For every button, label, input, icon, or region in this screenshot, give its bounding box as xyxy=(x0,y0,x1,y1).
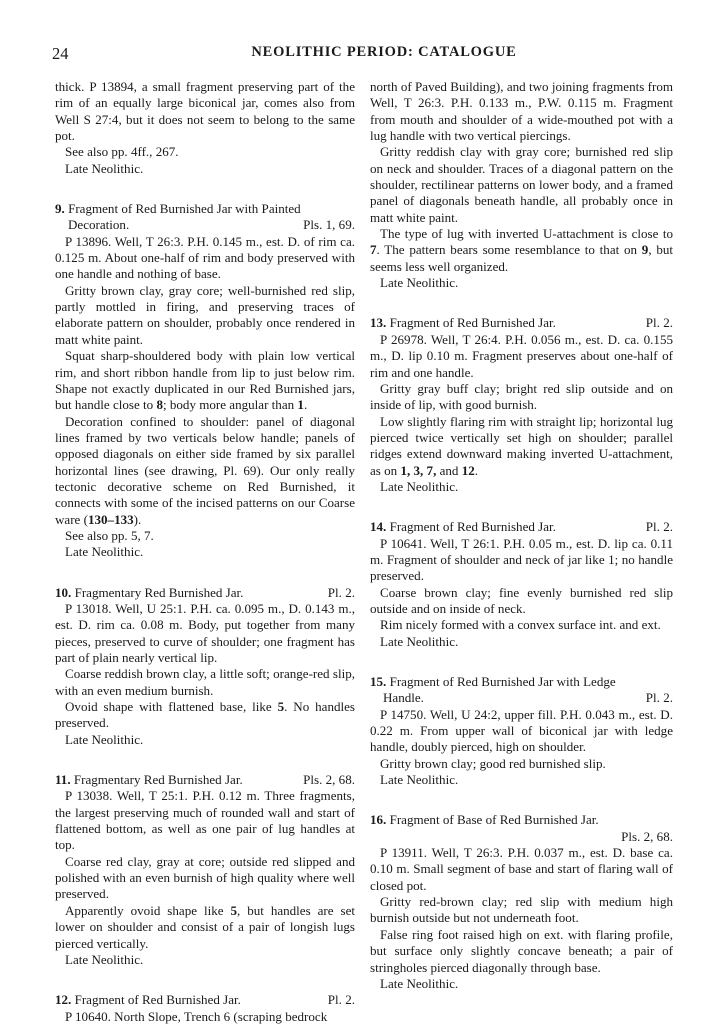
entry-title-text-cont: Decoration. xyxy=(68,217,130,233)
text-run: Low slightly flaring rim with straight lip; horizontal lug pierced twice vertically set high on shoulder; parallel ridges extend downward making inverted U-attachment, as on xyxy=(370,413,673,478)
paragraph: north of Paved Building), and two joining fragments from Well, T 26:3. P.H. 0.133 m., P.W. 0.115 m. Fragment from mouth and shoulder of a wide-mouthed pot with a lug handle with two vertical piercings. xyxy=(370,79,673,144)
paragraph: Gritty gray buff clay; bright red slip outside and on inside of lip, with good burnish. xyxy=(370,380,673,413)
entry-title-text: Fragment of Base of Red Burnished Jar. xyxy=(389,812,599,828)
catalogue-entry-9 xyxy=(55,201,355,561)
entry-title xyxy=(370,812,673,828)
text-run: The type of lug with inverted U-attachment is close to xyxy=(380,226,673,242)
entry-title-text-cont: Handle. xyxy=(383,690,424,706)
text-run: . No handles preserved. xyxy=(55,699,355,731)
entry-title xyxy=(55,201,355,217)
text-run: ; body more angular than xyxy=(162,397,298,413)
entry-number: 12. xyxy=(55,992,72,1008)
period-label: Late Neolithic. xyxy=(380,633,459,649)
period-label: Late Neolithic. xyxy=(65,160,144,176)
paragraph: P 13896. Well, T 26:3. P.H. 0.145 m., est. D. of rim ca. 0.125 m. About one-half of rim and body preserved with one handle and nothing of base. xyxy=(55,233,355,282)
period-label: Late Neolithic. xyxy=(380,975,459,991)
left-column xyxy=(55,79,355,1025)
paragraph: P 13018. Well, U 25:1. P.H. ca. 0.095 m., D. 0.143 m., est. D. rim ca. 0.08 m. Body, put together from many pieces, preserved to curve of shoulder; one fragment has part of plain nearly vertical lip. xyxy=(55,600,355,665)
entry-title-text: Fragment of Red Burnished Jar. xyxy=(389,315,556,331)
entry-title-text: Fragment of Red Burnished Jar with Ledge xyxy=(389,674,616,689)
text-run: ). xyxy=(133,511,142,527)
paragraph: P 14750. Well, U 24:2, upper fill. P.H. 0.043 m., est. D. 0.22 m. From upper wall of biconical jar with ledge handle, doubly pierced, high on shoulder. xyxy=(370,706,673,755)
period-label: Late Neolithic. xyxy=(380,772,459,788)
catalogue-entry-16 xyxy=(370,812,673,992)
entry-number: 10. xyxy=(55,584,72,600)
catalogue-entry-15 xyxy=(370,674,673,788)
entry-number: 9. xyxy=(55,201,65,217)
page-header xyxy=(52,44,676,66)
plate-reference: Pl. 2. xyxy=(645,690,673,706)
paragraph: Coarse red clay, gray at core; outside red slipped and polished with an even burnish of high quality where well preserved. xyxy=(55,853,355,902)
entry-title xyxy=(55,772,355,788)
text-run: . xyxy=(303,397,308,413)
paragraph: thick. P 13894, a small fragment preserving part of the rim of an equally large biconical jar, comes also from Well S 27:4, but it does not seem to belong to the same pot. xyxy=(55,79,355,144)
paragraph: Gritty brown clay; good red burnished slip. xyxy=(380,755,606,771)
paragraph xyxy=(55,699,355,732)
text-run: . xyxy=(474,462,479,478)
paragraph: Gritty brown clay, gray core; well-burnished red slip, partly mottled in firing, and preserving traces of elaborate pattern on shoulder, probably once rendered in matt white paint. xyxy=(55,282,355,347)
text-run: , but handles are set lower on shoulder and consist of a pair of longish lugs pierced vertically. xyxy=(55,902,355,951)
cross-reference: 9 xyxy=(641,242,649,258)
paragraph xyxy=(55,414,355,528)
page-number: 24 xyxy=(52,44,69,63)
paragraph: Coarse reddish brown clay, a little soft; orange-red slip, with an even medium burnish. xyxy=(55,666,355,698)
text-run: , but seems less well organized. xyxy=(370,242,673,274)
period-label: Late Neolithic. xyxy=(380,478,459,494)
paragraph xyxy=(55,348,355,413)
paragraph xyxy=(370,226,673,275)
entry-title-text: Fragment of Red Burnished Jar with Painted xyxy=(68,201,301,217)
plate-reference: Pls. 2, 68. xyxy=(303,772,355,788)
period-label: Late Neolithic. xyxy=(380,275,459,291)
period-label: Late Neolithic. xyxy=(65,951,144,967)
see-also: See also pp. 5, 7. xyxy=(65,527,154,543)
entry-number: 13. xyxy=(370,315,387,331)
text-run: Decoration confined to shoulder: panel of diagonal lines framed by two verticals below handle; panels of opposed diagonals on either side framed by six parallel horizontal lines (see drawing, Pl. 69). Our only really tectonic decorative scheme on Red Burnished, it connects with some of the incised patterns on our Coarse ware ( xyxy=(55,413,355,527)
plate-reference: Pl. 2. xyxy=(327,584,355,600)
plate-reference: Pl. 2. xyxy=(645,519,673,535)
cross-reference: 1 xyxy=(297,397,304,413)
entry-title xyxy=(370,519,673,535)
paragraph xyxy=(55,903,355,952)
paragraph: P 26978. Well, T 26:4. P.H. 0.056 m., est. D. ca. 0.155 m., D. lip 0.10 m. Fragment preserves about one-half of rim and one handle. xyxy=(370,331,673,380)
paragraph: P 10641. Well, T 26:1. P.H. 0.05 m., est. D. lip ca. 0.11 m. Fragment of shoulder and neck of jar like 1; no handle preserved. xyxy=(370,535,673,584)
paragraph: P 10640. North Slope, Trench 6 (scraping bedrock xyxy=(65,1008,328,1024)
catalogue-entry-11 xyxy=(55,772,355,968)
paragraph: Gritty red-brown clay; red slip with medium high burnish outside but not underneath foot. xyxy=(370,894,673,926)
paragraph: P 13911. Well, T 26:3. P.H. 0.037 m., est. D. base ca. 0.10 m. Small segment of base and start of flaring wall of closed pot. xyxy=(370,845,673,893)
plate-reference: Pl. 2. xyxy=(327,992,355,1008)
text-run: Apparently ovoid shape like xyxy=(65,902,231,918)
catalogue-entry-14 xyxy=(370,519,673,650)
cross-reference: 5 xyxy=(277,699,285,715)
catalogue-entry-13 xyxy=(370,315,673,495)
cross-reference: 5 xyxy=(230,902,237,918)
paragraph: False ring foot raised high on ext. with flaring profile, but surface only slightly concave beneath; a pair of stringholes pierced diagonally through base. xyxy=(370,926,673,975)
cross-reference: 130–133 xyxy=(87,511,134,527)
entry-title-text: Fragment of Red Burnished Jar. xyxy=(389,519,556,535)
paragraph: Coarse brown clay; fine evenly burnished red slip outside and on inside of neck. xyxy=(370,584,673,616)
entry-number: 14. xyxy=(370,519,387,535)
entry-title xyxy=(370,315,673,331)
period-label: Late Neolithic. xyxy=(65,544,144,560)
entry-title xyxy=(55,992,355,1008)
period-label: Late Neolithic. xyxy=(65,731,144,747)
plate-reference: Pl. 2. xyxy=(645,315,673,331)
cross-reference: 1, 3, 7, xyxy=(400,462,437,478)
entry-title xyxy=(55,585,355,601)
cross-reference: 7 xyxy=(370,242,377,258)
paragraph: P 13038. Well, T 25:1. P.H. 0.12 m. Three fragments, the largest preserving much of rounded wall and start of flattened bottom, as well as one pair of lug handles at top. xyxy=(55,788,355,853)
paragraph xyxy=(370,414,673,479)
entry-title-text: Fragmentary Red Burnished Jar. xyxy=(74,584,244,600)
text-run: Squat sharp-shouldered body with plain low vertical rim, and short ribbon handle from lip to just below rim. Shape not exactly duplicated in our Red Burnished jars, but handle close to xyxy=(55,348,355,413)
text-run: and xyxy=(436,462,462,478)
running-head: NEOLITHIC PERIOD: CATALOGUE xyxy=(251,44,517,60)
see-also: See also pp. 4ff., 267. xyxy=(65,144,179,160)
entry-title-text: Fragmentary Red Burnished Jar. xyxy=(73,772,243,788)
right-column xyxy=(370,79,673,992)
paragraph: Rim nicely formed with a convex surface int. and ext. xyxy=(380,617,661,633)
entry-number: 16. xyxy=(370,812,387,828)
cross-reference: 8 xyxy=(156,397,163,413)
catalogue-entry-10 xyxy=(55,585,355,748)
entry-title-line-2 xyxy=(55,217,355,233)
plate-reference: Pls. 1, 69. xyxy=(303,217,355,233)
entry-title xyxy=(370,674,673,690)
catalogue-entry-12 xyxy=(55,992,355,1025)
entry-title-line-2 xyxy=(370,690,673,706)
entry-number: 15. xyxy=(370,674,387,689)
entry-number: 11. xyxy=(55,772,71,788)
paragraph: Gritty reddish clay with gray core; burnished red slip on neck and shoulder. Traces of a diagonal pattern on the shoulder, rectilinear patterns on lower body, and a framed panel of diagonals beneath handle, all probably once in matt white paint. xyxy=(370,144,673,225)
text-run: Ovoid shape with flattened base, like xyxy=(65,699,278,715)
text-run: . The pattern bears some resemblance to that on xyxy=(376,242,642,258)
entry-title-text: Fragment of Red Burnished Jar. xyxy=(74,992,241,1008)
plate-reference: Pls. 2, 68. xyxy=(621,828,673,844)
cross-reference: 12 xyxy=(461,462,475,478)
